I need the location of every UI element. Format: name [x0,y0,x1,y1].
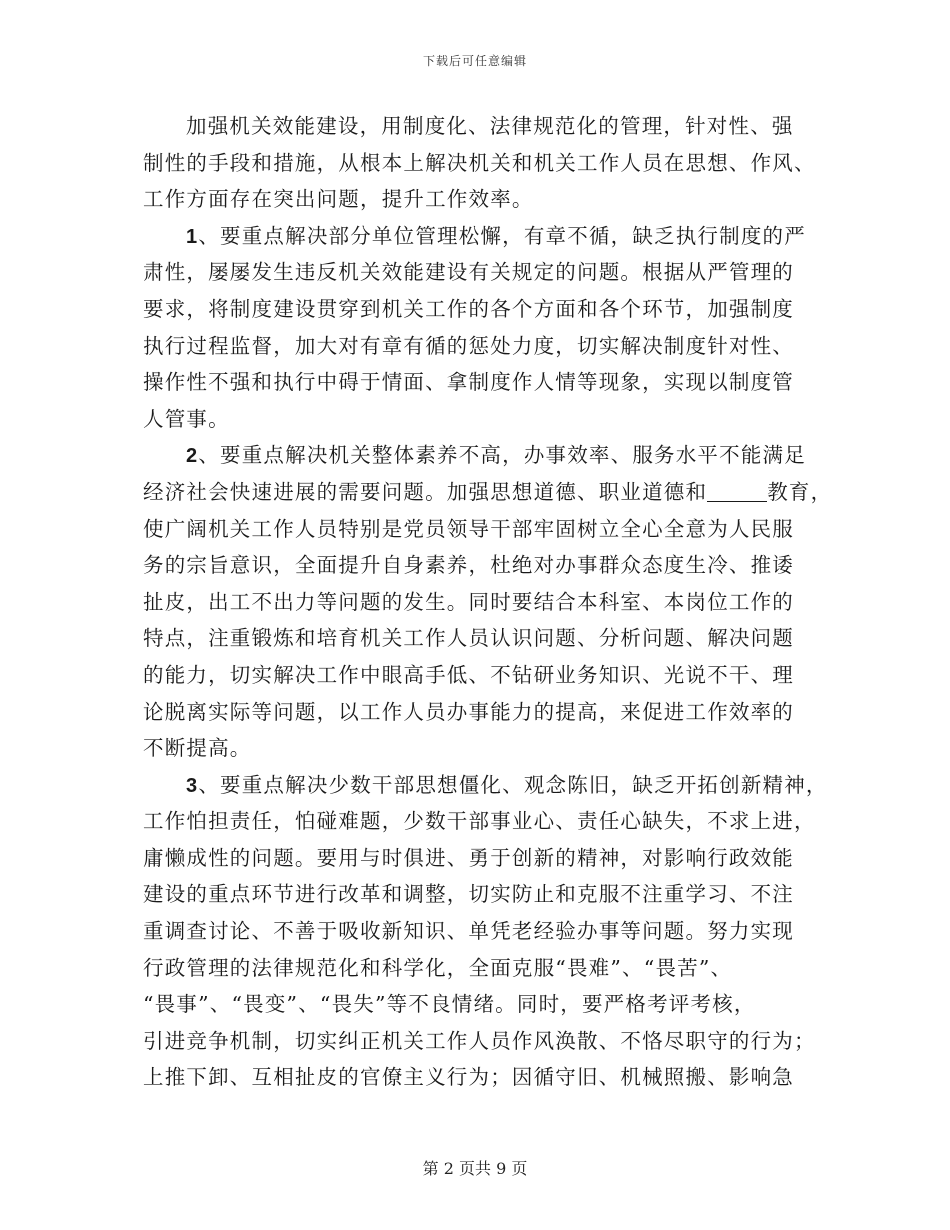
text-line: 操作性不强和执行中碍于情面、拿制度作人情等现象，实现以制度管 [143,370,794,395]
item-number: 3 [186,774,199,797]
fill-in-blank [707,479,767,502]
text-line: 制性的手段和措施，从根本上解决机关和机关工作人员在思想、作风、 [143,150,816,175]
text-line [143,437,823,474]
page-footer: 第 2 页共 9 页 [422,1159,528,1178]
text-line: 论脱离实际等问题，以工作人员办事能力的提高，来促进工作效率的 [143,699,794,724]
text-span: 、要重点解决少数干部思想僵化、观念陈旧，缺乏开拓创新精神， [198,772,828,797]
text-line: 庸懒成性的问题。要用与时俱进、勇于创新的精神，对影响行政效能 [143,845,794,870]
text-line: 加强机关效能建设，用制度化、法律规范化的管理，针对性、强 [186,114,794,138]
page-header: 下载后可任意编辑 [422,54,527,68]
text-line: 扯皮，出工不出力等问题的发生。同时要结合本科室、本岗位工作的 [143,589,794,614]
text-line: 不断提高。 [143,736,252,761]
text-line [143,218,823,255]
text-line: 执行过程监督，加大对有章有循的惩处力度，切实解决制度针对性、 [143,333,794,358]
text-line: 工作怕担责任，怕碰难题，少数干部事业心、责任心缺失，不求上进， [143,809,816,834]
text-span: 教育， [767,479,833,504]
text-span: 、要重点解决部分单位管理松懈，有章不循，缺乏执行制度的严 [198,223,806,248]
text-line: 引进竞争机制，切实纠正机关工作人员作风涣散、不恪尽职守的行为； [143,1028,816,1053]
item-number: 2 [186,445,199,468]
text-line: 特点，注重锻炼和培育机关工作人员认识问题、分析问题、解决问题 [143,626,794,651]
text-line [143,767,828,804]
text-line: 要求，将制度建设贯穿到机关工作的各个方面和各个环节，加强制度 [143,296,794,321]
text-span: 经济社会快速进展的需要问题。加强思想道德、职业道德和 [143,479,708,504]
text-line: 上推下卸、互相扯皮的官僚主义行为；因循守旧、机械照搬、影响急 [143,1065,794,1090]
document-body [143,108,833,1096]
text-line: 行政管理的法律规范化和科学化，全面克服“畏难”、“畏苦”、 [143,955,733,980]
text-line: 工作方面存在突出问题，提升工作效率。 [143,187,534,212]
text-line: 的能力，切实解决工作中眼高手低、不钻研业务知识、光说不干、理 [143,662,794,687]
text-line: 重调查讨论、不善于吸收新知识、单凭老经验办事等问题。努力实现 [143,919,794,944]
text-line: 建设的重点环节进行改革和调整，切实防止和克服不注重学习、不注 [143,882,794,907]
text-line [143,474,833,511]
text-line: 人管事。 [143,406,230,431]
text-span: 、要重点解决机关整体素养不高，办事效率、服务水平不能满足 [198,443,806,468]
text-line: 使广阔机关工作人员特别是党员领导干部牢固树立全心全意为人民服 [143,516,794,541]
text-line: 务的宗旨意识，全面提升自身素养，杜绝对办事群众态度生冷、推诿 [143,553,794,578]
text-line: “畏事”、“畏变”、“畏失”等不良情绪。同时，要严格考评考核， [143,992,756,1017]
text-line: 肃性，屡屡发生违反机关效能建设有关规定的问题。根据从严管理的 [143,260,794,285]
item-number: 1 [186,225,199,248]
